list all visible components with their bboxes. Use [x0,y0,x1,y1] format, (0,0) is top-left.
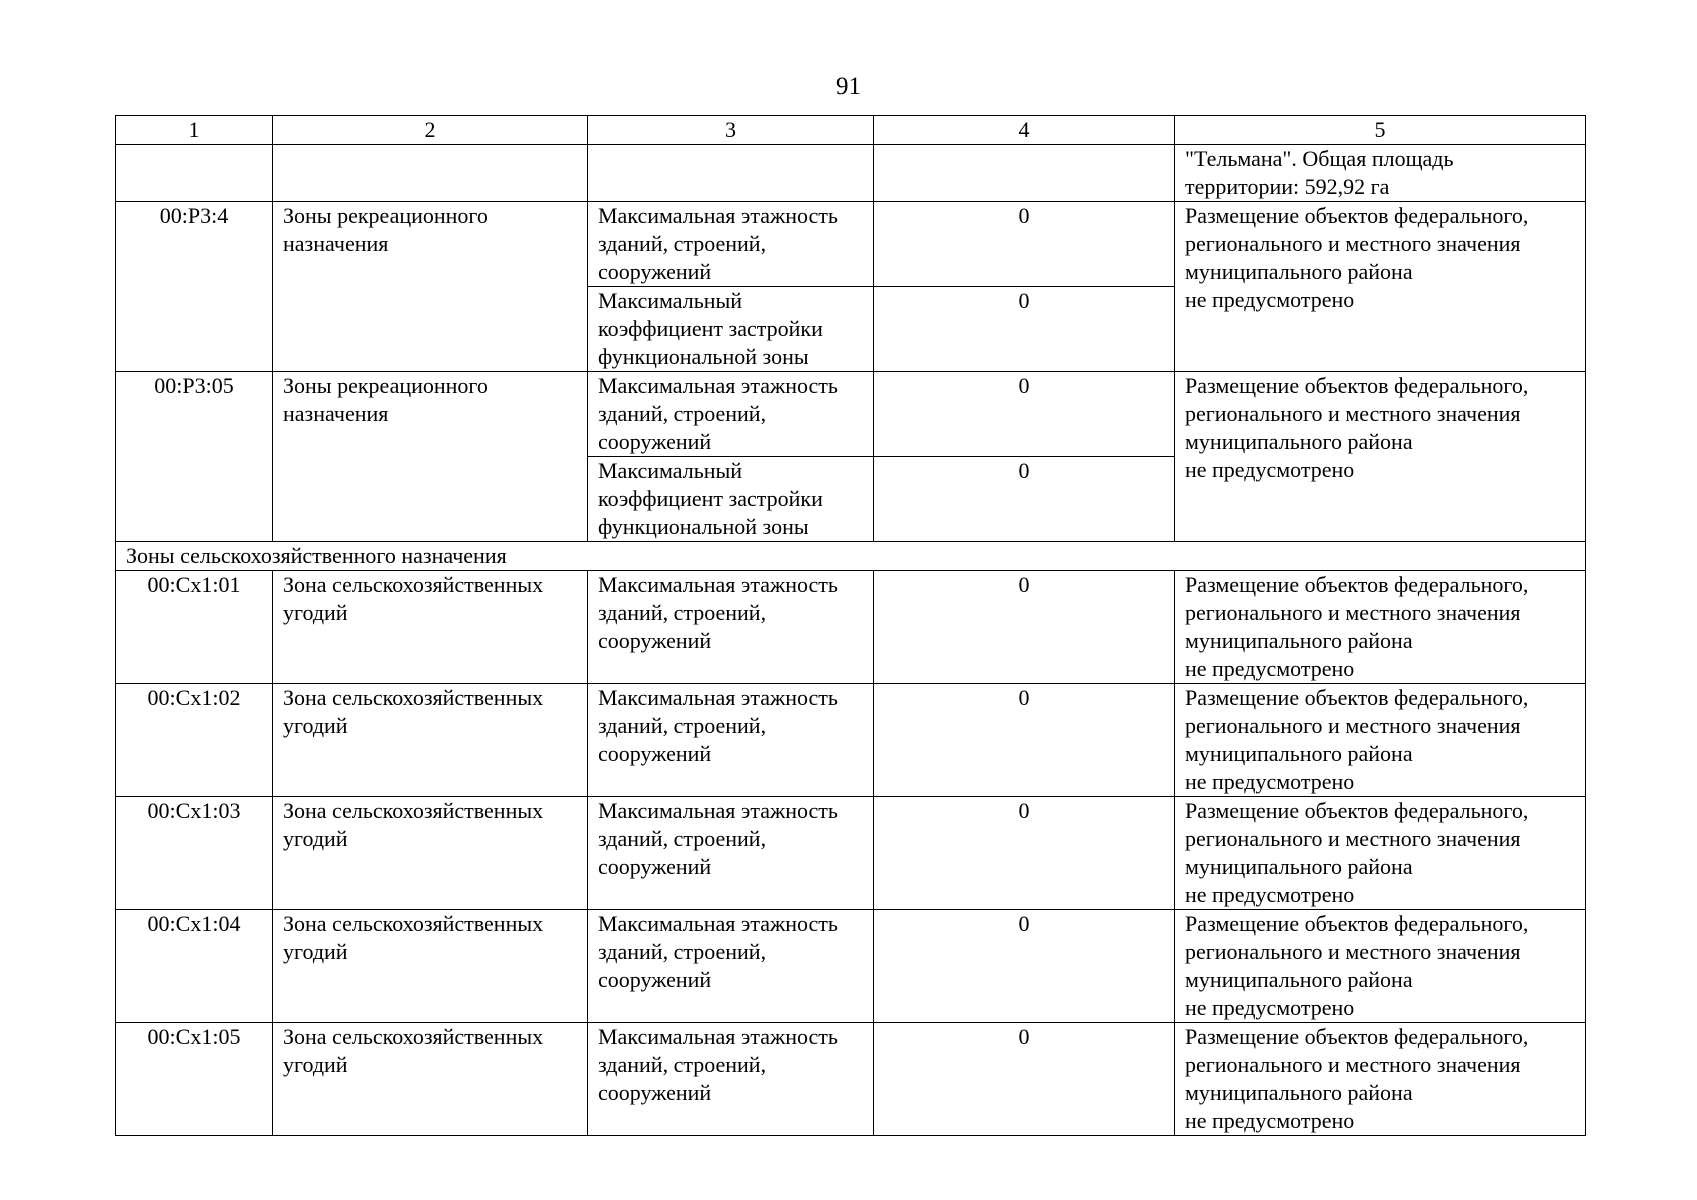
param-name-cell [588,287,874,372]
param-name-cell [588,910,874,1023]
param-value-cell: 0 [874,910,1175,1023]
text-line: регионального и местного значения [1185,1052,1521,1077]
empty-cell [874,145,1175,202]
text-line: сооружений [598,1080,712,1105]
note-line: территории: 592,92 га [1185,174,1390,199]
header-cell: 1 [116,116,273,145]
note-cell [1175,571,1586,684]
text-line: зданий, строений, [598,1052,767,1077]
zone-code-cell: 00:Сх1:04 [116,910,273,1023]
zone-code-cell: 00:Сх1:03 [116,797,273,910]
text-line: Размещение объектов федерального, [1185,911,1529,936]
text-line: зданий, строений, [598,939,767,964]
text-line: зданий, строений, [598,826,767,851]
text-line: сооружений [598,741,712,766]
text-line: муниципального района [1185,741,1413,766]
param-value-cell: 0 [874,202,1175,287]
empty-cell [588,145,874,202]
text-line: не предусмотрено [1185,457,1355,482]
zone-name-cell [273,797,588,910]
table-row [116,571,1586,684]
header-cell: 2 [273,116,588,145]
text-line: регионального и местного значения [1185,231,1521,256]
text-line: Размещение объектов федерального, [1185,1024,1529,1049]
header-cell: 4 [874,116,1175,145]
page-number: 91 [836,73,861,100]
text-line: Максимальный [598,288,743,313]
text-line: назначения [283,231,389,256]
text-line: регионального и местного значения [1185,826,1521,851]
text-line: не предусмотрено [1185,995,1355,1020]
table-row [116,684,1586,797]
text-line: Максимальная этажность [598,572,838,597]
text-line: регионального и местного значения [1185,939,1521,964]
param-name-cell [588,797,874,910]
zone-code-cell: 00:Сх1:01 [116,571,273,684]
table-row [116,372,1586,457]
table-row [116,1023,1586,1136]
text-line: Размещение объектов федерального, [1185,685,1529,710]
text-line: Зона сельскохозяйственных [283,798,544,823]
text-line: Максимальная этажность [598,373,838,398]
param-value-cell: 0 [874,684,1175,797]
text-line: Размещение объектов федерального, [1185,572,1529,597]
text-line: Зона сельскохозяйственных [283,1024,544,1049]
table-row [116,202,1586,287]
param-value-cell: 0 [874,287,1175,372]
text-line: Максимальный [598,458,743,483]
text-line: сооружений [598,429,712,454]
text-line: сооружений [598,259,712,284]
text-line: муниципального района [1185,429,1413,454]
zone-name-cell [273,1023,588,1136]
text-line: муниципального района [1185,967,1413,992]
note-line: "Тельмана". Общая площадь [1185,146,1454,171]
text-line: сооружений [598,854,712,879]
zone-code-cell: 00:Сх1:02 [116,684,273,797]
note-cell [1175,910,1586,1023]
text-line: муниципального района [1185,854,1413,879]
text-line: Максимальная этажность [598,911,838,936]
text-line: назначения [283,401,389,426]
param-value-cell: 0 [874,372,1175,457]
section-row [116,542,1586,571]
text-line: зданий, строений, [598,401,767,426]
empty-cell [116,145,273,202]
header-cell: 3 [588,116,874,145]
zone-name-cell [273,571,588,684]
text-line: Зоны рекреационного [283,373,488,398]
text-line: не предусмотрено [1185,1108,1355,1133]
text-line: функциональной зоны [598,514,809,539]
zones-table [115,115,1586,1136]
param-name-cell [588,457,874,542]
section-title: Зоны сельскохозяйственного назначения [116,542,1586,571]
continuation-note-cell [1175,145,1586,202]
text-line: коэффициент застройки [598,316,823,341]
header-cell: 5 [1175,116,1586,145]
table-row [116,797,1586,910]
text-line: Максимальная этажность [598,798,838,823]
text-line: не предусмотрено [1185,287,1355,312]
text-line: Максимальная этажность [598,203,838,228]
zone-name-cell [273,910,588,1023]
text-line: Зона сельскохозяйственных [283,911,544,936]
text-line: Зоны рекреационного [283,203,488,228]
table-row [116,910,1586,1023]
text-line: не предусмотрено [1185,769,1355,794]
text-line: Максимальная этажность [598,1024,838,1049]
param-value-cell: 0 [874,1023,1175,1136]
continuation-row [116,145,1586,202]
text-line: коэффициент застройки [598,486,823,511]
note-cell [1175,372,1586,542]
text-line: регионального и местного значения [1185,401,1521,426]
text-line: Размещение объектов федерального, [1185,203,1529,228]
note-cell [1175,1023,1586,1136]
text-line: регионального и местного значения [1185,600,1521,625]
text-line: зданий, строений, [598,713,767,738]
text-line: не предусмотрено [1185,882,1355,907]
text-line: сооружений [598,628,712,653]
param-name-cell [588,684,874,797]
param-name-cell [588,202,874,287]
zone-code-cell: 00:Сх1:05 [116,1023,273,1136]
zones-table-body [116,116,1586,1136]
text-line: зданий, строений, [598,231,767,256]
text-line: Зона сельскохозяйственных [283,685,544,710]
text-line: угодий [283,713,348,738]
text-line: не предусмотрено [1185,656,1355,681]
zone-code-cell: 00:Р3:05 [116,372,273,542]
zone-name-cell [273,202,588,372]
text-line: Размещение объектов федерального, [1185,373,1529,398]
param-name-cell [588,372,874,457]
zone-name-cell [273,684,588,797]
param-name-cell [588,571,874,684]
text-line: Максимальная этажность [598,685,838,710]
param-value-cell: 0 [874,797,1175,910]
param-value-cell: 0 [874,457,1175,542]
text-line: угодий [283,1052,348,1077]
text-line: угодий [283,826,348,851]
text-line: угодий [283,600,348,625]
zone-name-cell [273,372,588,542]
note-cell [1175,684,1586,797]
header-row [116,116,1586,145]
text-line: функциональной зоны [598,344,809,369]
text-line: муниципального района [1185,1080,1413,1105]
text-line: зданий, строений, [598,600,767,625]
zone-code-cell: 00:Р3:4 [116,202,273,372]
param-value-cell: 0 [874,571,1175,684]
param-name-cell [588,1023,874,1136]
note-cell [1175,202,1586,372]
text-line: Размещение объектов федерального, [1185,798,1529,823]
empty-cell [273,145,588,202]
text-line: регионального и местного значения [1185,713,1521,738]
text-line: муниципального района [1185,259,1413,284]
text-line: муниципального района [1185,628,1413,653]
text-line: угодий [283,939,348,964]
text-line: Зона сельскохозяйственных [283,572,544,597]
note-cell [1175,797,1586,910]
text-line: сооружений [598,967,712,992]
